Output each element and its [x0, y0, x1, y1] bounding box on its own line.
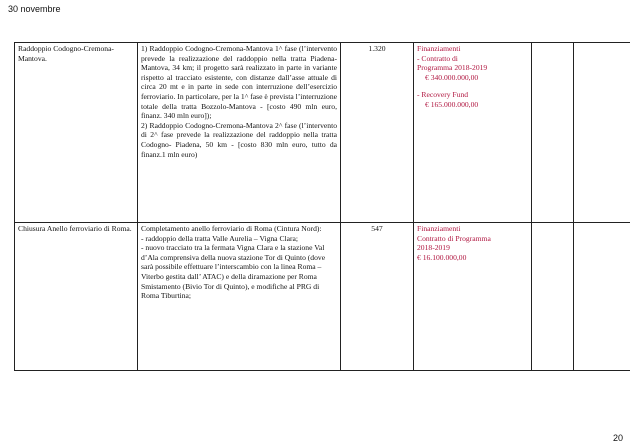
project-description-cell: [138, 223, 341, 371]
project-cost: 547: [371, 224, 383, 233]
empty-cell: [574, 223, 630, 371]
description-paragraph: 2) Raddoppio Codogno-Cremona-Mantova 2^ fase (l’intervento di 2^ fase prevede la realizzazione del raddoppio nella tratta Codogno- Piadena, 50 km - [costo 830 mln euro, tutto da finanz.1 mln euro): [141, 120, 337, 159]
project-name: Chiusura Anello ferroviario di Roma.: [18, 224, 132, 233]
page-number: 20: [612, 433, 623, 443]
description-paragraph: - nuovo tracciato tra la fermata Vigna Clara e la stazione Val d’Ala comprensiva della nuova stazione Tor di Quinto (dove sarà possibile effettuare l’interscambio con la linea Roma – Viterbo gestita dall’ ATAC) e della diramazione per Roma Smistamento (Bivio Tor di Quinto), e modifiche al PRG di Roma Tiburtina;: [141, 243, 326, 301]
description-paragraph: - raddoppio della tratta Valle Aurelia – Vigna Clara;: [141, 233, 298, 243]
funding-amount: € 16.100.000,00: [417, 252, 467, 262]
funding-item: - Recovery Fund: [417, 90, 469, 100]
funding-title: Finanziamenti: [417, 224, 461, 233]
project-cost: 1.320: [368, 44, 386, 53]
funding-item: - Contratto di: [417, 53, 458, 63]
project-cost-cell: [341, 223, 414, 371]
project-name-cell: [15, 43, 138, 223]
funding-item-continued: 2018-2019: [417, 243, 450, 253]
project-name-cell: [15, 223, 138, 371]
funding-cell: [414, 223, 532, 371]
funding-amount: € 165.000.000,00: [425, 99, 479, 109]
funding-amount: € 340.000.000,00: [425, 72, 479, 82]
empty-cell: [532, 43, 574, 223]
header-date: 30 novembre: [8, 4, 61, 14]
projects-table: [14, 42, 630, 371]
project-name: Raddoppio Codogno-Cremona-Mantova.: [18, 44, 114, 63]
description-paragraph: Completamento anello ferroviario di Roma (Cintura Nord):: [141, 224, 322, 233]
funding-cell: [414, 43, 532, 223]
empty-cell: [532, 223, 574, 371]
funding-item-continued: Programma 2018-2019: [417, 63, 488, 73]
funding-item: Contratto di Programma: [417, 233, 491, 243]
funding-title: Finanziamenti: [417, 44, 461, 53]
table-row: [15, 223, 630, 371]
description-paragraph: 1) Raddoppio Codogno-Cremona-Mantova 1^ fase (l’intervento prevede la realizzazione del raddoppio nella tratta Piadena-Mantova, 34 km; il progetto sarà realizzato in parte in variante rispetto al tracciato esistente, con distanze dall’asse attuale di circa 20 mt e in parte in sede con interruzione dell’esercizio ferroviario. In particolare, per la 1^ fase è prevista l’interruzione totale della tratta Bozzolo-Mantova - [costo 490 mln euro, finanz. 340 mln euro]);: [141, 44, 337, 121]
spacer: [417, 82, 528, 90]
project-description-cell: [138, 43, 341, 223]
table-row: [15, 43, 630, 223]
project-cost-cell: [341, 43, 414, 223]
empty-cell: [574, 43, 630, 223]
